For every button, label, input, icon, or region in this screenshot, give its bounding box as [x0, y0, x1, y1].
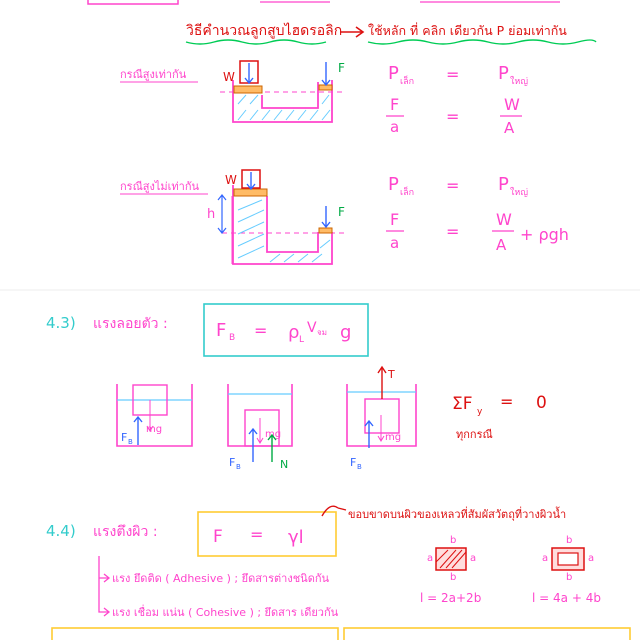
svg-text:=: = [446, 222, 460, 241]
svg-text:T: T [388, 368, 395, 381]
svg-text:a: a [470, 553, 477, 564]
svg-text:จม: จม [317, 328, 327, 337]
svg-text:a: a [390, 234, 400, 252]
svg-text:=: = [446, 107, 460, 126]
principle-note: ใช้หลัก ที่ คลิก เดียวกัน P ย่อมเท่ากัน [368, 23, 567, 38]
svg-text:B: B [128, 438, 133, 446]
svg-text:P: P [388, 174, 399, 195]
svg-text:F: F [390, 95, 400, 114]
weight-label: W [223, 70, 235, 84]
top-remnant [88, 0, 560, 4]
container-resting [228, 384, 292, 471]
svg-text:a: a [542, 553, 549, 564]
svg-text:A: A [504, 119, 515, 137]
equal-level-case [120, 61, 528, 137]
hydraulic-heading [186, 22, 596, 44]
height-label: h [207, 207, 216, 222]
container-floating [117, 384, 192, 446]
perimeter-figure-hollow [532, 535, 601, 605]
svg-text:=: = [446, 65, 460, 84]
unequal-level-case [120, 170, 569, 264]
svg-text:b: b [450, 572, 457, 583]
svg-text:ใหญ่: ใหญ่ [510, 77, 528, 87]
svg-text:เล็ก: เล็ก [400, 77, 415, 87]
adhesive-line: แรง ยึดติด ( Adhesive ) ; ยึดสารต่างชนิดกัน [112, 572, 330, 585]
equilibrium-equation [452, 392, 547, 441]
svg-text:F: F [213, 527, 223, 547]
svg-text:N: N [280, 458, 289, 471]
svg-text:F: F [390, 210, 400, 229]
bottom-remnant [52, 628, 630, 640]
svg-text:F: F [338, 205, 345, 219]
svg-text:γl: γl [288, 527, 304, 548]
svg-text:F: F [229, 456, 236, 469]
piston-large [234, 86, 262, 93]
cohesive-line: แรง เชื่อม แน่น ( Cohesive ) ; ยึดสาร เดียวกัน [112, 606, 339, 619]
svg-text:A: A [496, 236, 507, 254]
svg-text:g: g [340, 322, 352, 343]
note-underline [368, 40, 596, 44]
svg-text:0: 0 [536, 393, 547, 413]
svg-text:ใหญ่: ใหญ่ [510, 188, 528, 198]
svg-text:P: P [388, 63, 399, 84]
buoyancy-label: แรงลอยตัว : [93, 316, 168, 332]
svg-text:B: B [357, 463, 362, 471]
svg-text:=: = [254, 321, 268, 340]
svg-text:mg: mg [265, 429, 282, 440]
svg-text:P: P [498, 174, 509, 195]
surface-tension-note: ขอบขาดบนผิวของเหลวที่สัมผัสวัตถุที่วางผิวน้ำ [348, 508, 567, 521]
svg-text:V: V [307, 320, 317, 336]
equal-level-label: กรณีสูงเท่ากัน [120, 68, 187, 81]
section-number-4-3: 4.3) [46, 314, 76, 332]
svg-text:mg: mg [385, 432, 402, 443]
title-underline [186, 40, 326, 44]
height-arrow [218, 195, 226, 233]
svg-text:b: b [450, 535, 457, 546]
svg-text:B: B [236, 463, 241, 471]
svg-text:F: F [350, 456, 357, 469]
svg-text:B: B [229, 333, 236, 343]
buoyancy-section [46, 304, 547, 471]
svg-text:a: a [588, 553, 595, 564]
perimeter-figure-solid [420, 535, 481, 605]
svg-text:a: a [427, 553, 434, 564]
surface-tension-label: แรงตึงผิว : [93, 524, 158, 540]
unequal-level-label: กรณีสูงไม่เท่ากัน [120, 180, 200, 193]
svg-text:F: F [216, 320, 227, 341]
svg-text:ΣF: ΣF [452, 394, 473, 414]
svg-text:b: b [566, 572, 573, 583]
svg-text:mg: mg [146, 424, 163, 435]
container-tension [347, 367, 416, 471]
svg-text:W: W [225, 173, 237, 187]
section-number-4-4: 4.4) [46, 522, 76, 540]
svg-text:a: a [390, 118, 400, 136]
svg-text:=: = [500, 392, 514, 411]
svg-text:=: = [446, 176, 460, 195]
svg-text:เล็ก: เล็ก [400, 188, 415, 198]
svg-text:ρ: ρ [288, 322, 300, 343]
surface-tension-section [46, 506, 601, 619]
tree-branches [99, 556, 108, 612]
svg-text:L: L [299, 335, 305, 345]
svg-text:W: W [504, 95, 520, 114]
svg-text:W: W [496, 210, 512, 229]
svg-text:ทุกกรณี: ทุกกรณี [456, 428, 493, 441]
piston-large-unequal [234, 189, 267, 196]
svg-text:l = 2a+2b: l = 2a+2b [420, 591, 482, 605]
arrow-icon [340, 27, 363, 37]
svg-text:P: P [498, 63, 509, 84]
u-tube-unequal [233, 185, 332, 264]
piston-small [319, 85, 332, 90]
hydraulic-title: วิธีคำนวณลูกสูบไฮดรอลิก [186, 23, 343, 39]
svg-text:F: F [121, 431, 128, 444]
svg-text:y: y [477, 407, 483, 417]
force-label: F [338, 61, 345, 75]
svg-text:+ ρgh: + ρgh [520, 225, 569, 244]
svg-text:=: = [250, 525, 264, 544]
svg-text:l = 4a + 4b: l = 4a + 4b [532, 591, 601, 605]
svg-text:b: b [566, 535, 573, 546]
